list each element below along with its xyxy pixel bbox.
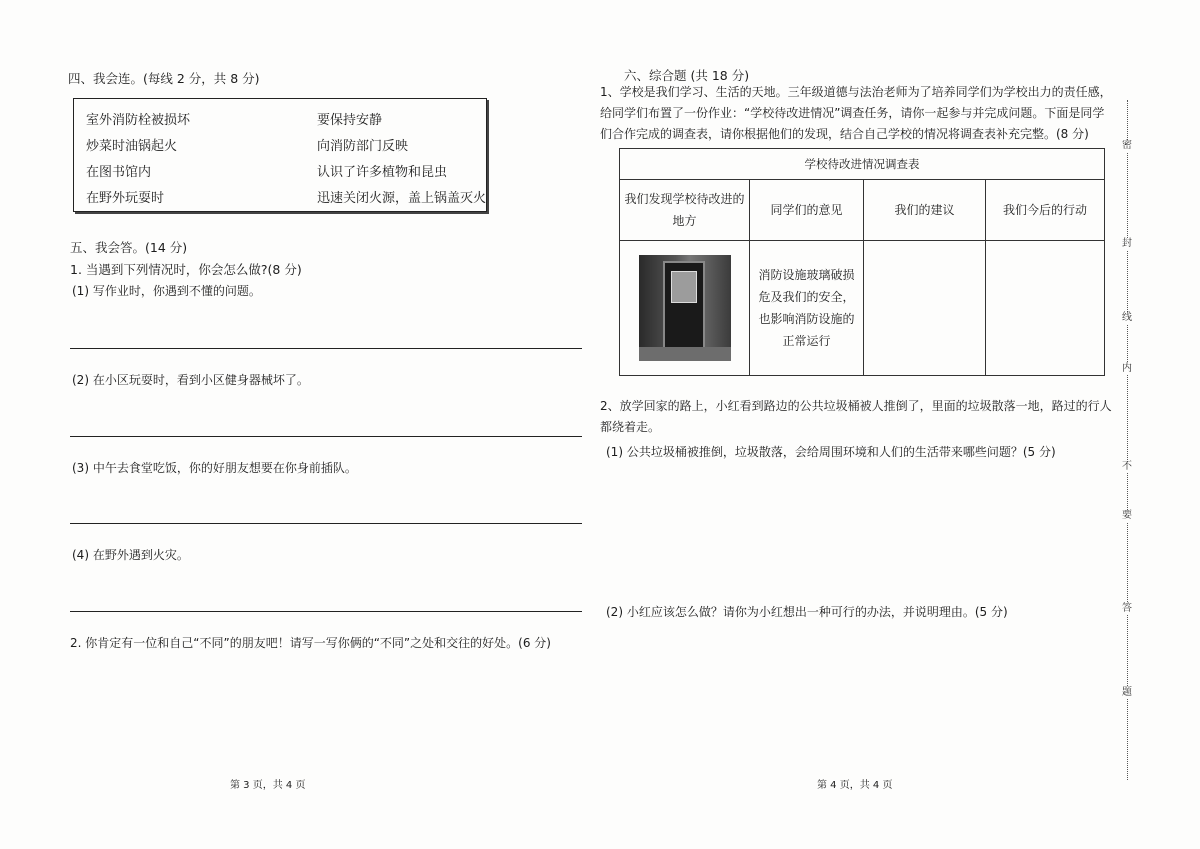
q2-line: 2、放学回家的路上，小红看到路边的公共垃圾桶被人推倒了，里面的垃圾散落一地，路过的行人	[600, 399, 1112, 413]
matching-box	[73, 98, 487, 212]
broken-fire-cabinet-photo	[639, 255, 731, 361]
question-2: 2. 你肯定有一位和自己“不同”的朋友吧！请写一写你俩的“不同”之处和交往的好处。(6 分)	[70, 636, 551, 650]
match-left-item: 室外消防栓被损坏	[86, 113, 191, 128]
page-footer: 第 3 页，共 4 页	[230, 780, 306, 791]
question-1-1: (1) 写作业时，你遇到不懂的问题。	[72, 284, 261, 298]
question-1-2: (2) 在小区玩耍时，看到小区健身器械坏了。	[72, 373, 309, 387]
binding-char: 内	[1122, 363, 1132, 374]
binding-char: 题	[1122, 687, 1132, 698]
answer-line[interactable]	[70, 523, 582, 524]
match-right-item: 向消防部门反映	[317, 139, 409, 154]
table-header: 我们的建议	[864, 180, 986, 241]
q2-line: 都绕着走。	[600, 420, 661, 434]
section5-title: 五、我会答。(14 分)	[70, 240, 188, 255]
binding-char: 不	[1122, 461, 1132, 472]
page-footer: 第 4 页，共 4 页	[817, 780, 893, 791]
opinion-cell: 消防设施玻璃破损危及我们的安全，也影响消防设施的正常运行	[750, 241, 864, 376]
match-right-item: 迅速关闭火源，盖上锅盖灭火	[317, 191, 487, 206]
table-header: 同学们的意见	[750, 180, 864, 241]
answer-line[interactable]	[70, 611, 582, 612]
match-left-item: 炒菜时油锅起火	[86, 139, 178, 154]
question-1-3: (3) 中午去食堂吃饭，你的好朋友想要在你身前插队。	[72, 461, 357, 475]
answer-line[interactable]	[70, 348, 582, 349]
question-2-1: (1) 公共垃圾桶被推倒，垃圾散落，会给周围环境和人们的生活带来哪些问题？(5 分)	[606, 445, 1056, 459]
table-header: 我们发现学校待改进的地方	[620, 180, 750, 241]
q1-line: 1、学校是我们学习、生活的天地。三年级道德与法治老师为了培养同学们为学校出力的责任感，	[600, 85, 1112, 99]
photo-cell	[620, 241, 750, 376]
binding-line	[1127, 100, 1128, 780]
question-1-4: (4) 在野外遇到火灾。	[72, 548, 189, 562]
match-right-item: 要保持安静	[317, 113, 383, 128]
binding-char: 密	[1122, 140, 1132, 151]
question-1: 1. 当遇到下列情况时，你会怎么做?(8 分)	[70, 262, 302, 277]
match-left-item: 在野外玩耍时	[86, 191, 165, 206]
binding-char: 线	[1122, 312, 1132, 323]
section6-title: 六、综合题 (共 18 分)	[624, 68, 750, 83]
q1-line: 给同学们布置了一份作业：“学校待改进情况”调查任务，请你一起参与并完成问题。下面是同学	[600, 106, 1105, 120]
question-2-2: (2) 小红应该怎么做？请你为小红想出一种可行的办法，并说明理由。(5 分)	[606, 605, 1008, 619]
action-cell[interactable]	[986, 241, 1105, 376]
binding-char: 答	[1122, 603, 1132, 614]
table-header: 我们今后的行动	[986, 180, 1105, 241]
match-left-item: 在图书馆内	[86, 165, 152, 180]
binding-char: 要	[1122, 510, 1132, 521]
section4-title: 四、我会连。(每线 2 分，共 8 分)	[68, 71, 260, 86]
suggestion-cell[interactable]	[864, 241, 986, 376]
table-title: 学校待改进情况调查表	[620, 149, 1105, 180]
q1-line: 们合作完成的调查表，请你根据他们的发现，结合自己学校的情况将调查表补充完整。(8 分)	[600, 127, 1089, 141]
binding-char: 封	[1122, 238, 1132, 249]
match-right-item: 认识了许多植物和昆虫	[317, 165, 448, 180]
survey-table	[619, 148, 1105, 376]
answer-line[interactable]	[70, 436, 582, 437]
